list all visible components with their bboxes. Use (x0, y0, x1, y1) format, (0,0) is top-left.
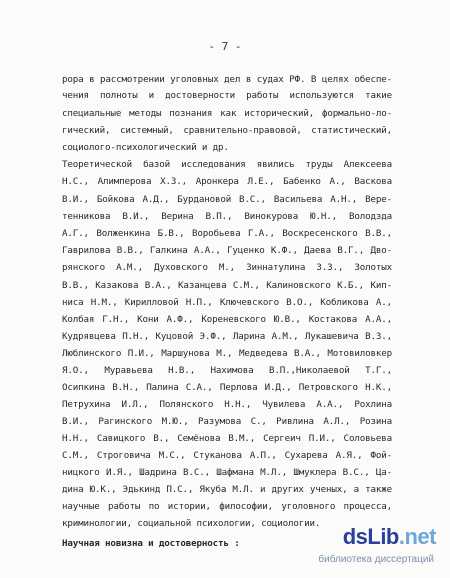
text-line: Колбая Г.Н., Кони А.Ф., Кореневского Ю.В., Костакова А.А., (62, 314, 392, 325)
watermark-logo-domain: .net (398, 524, 436, 549)
text-line: рянского А.М., Духовского М., Зиннатулина З.З., Золотых (62, 262, 392, 273)
page-number: - 7 - (208, 40, 242, 53)
text-line: рора в рассмотрении уголовных дел в судах РФ. В целях обеспе- (62, 74, 392, 85)
text-line: гический, системный, сравнительно-правовой, статистический, (62, 125, 392, 136)
text-line: ниса Н.М., Кирилловой Н.П., Ключевского В.О., Кобликова А., (62, 297, 392, 308)
text-line: Кудрявцева П.Н., Куцовой Э.Ф., Ларина А.М., Лукашевича В.З., (62, 331, 392, 342)
text-line: чения полноты и достоверности работы используются такие (62, 90, 392, 101)
text-line: Осипкина В.Н., Палина С.А., Перлова И.Д., Петровского Н.К., (62, 382, 392, 393)
section-heading: Научная новизна и достоверность : (62, 538, 240, 549)
text-line: Н.Н., Савицкого В., Семёнова В.М., Сергеич П.И., Соловьева (62, 433, 392, 444)
watermark-logo-main: dsLib (342, 524, 399, 549)
text-line: В.И., Рагинского М.Ю., Разумова С., Ривлина А.Л., Розина (62, 416, 392, 427)
text-line: социолого-психологический и др. (62, 142, 229, 153)
text-line: Гаврилова В.В., Галкина А.А., Гуценко К.Ф., Даева В.Г., Дво- (62, 245, 392, 256)
text-line: Петрухина И.Л., Полянского Н.Н., Чувилева А.А., Рохлина (62, 399, 392, 410)
text-line: А.Г., Волженкина Б.В., Воробьева Г.А., Воскресенского В.В., (62, 228, 392, 239)
text-line: криминологии, социальной психологии, социологии. (62, 518, 321, 529)
watermark-logo (343, 524, 436, 550)
text-line: Люблинского П.И., Маршунова М., Медведева В.А., Мотовиловкер (62, 348, 392, 359)
text-line: дина Ю.К., Эдькинд П.С., Якуба М.Л. и других ученых, а также (62, 484, 392, 495)
text-line: В.И., Бойкова А.Д., Бурдановой В.С., Васильева А.Н., Вере- (62, 194, 392, 205)
text-line: ницкого И.Я., Шадрина В.С., Шафмана М.Л., Шмуклера В.С., Ца- (62, 467, 392, 478)
text-line: Я.О., Муравьева Н.В., Нахимова В.П.,Николаевой Т.Г., (62, 365, 392, 376)
text-line: тенникова В.И., Верина В.П., Винокурова Ю.Н., Володзда (62, 211, 392, 222)
watermark-subtitle: библиотека диссертаций (318, 554, 434, 565)
text-line: научные работы по истории, философии, уголовного процесса, (62, 501, 392, 512)
watermark (318, 524, 438, 570)
text-line: С.М., Строговича М.С., Стуканова А.П., Сухарева А.Я., Фой- (62, 450, 392, 461)
text-line: Теоретической базой исследования явились труды Алексеева (62, 159, 392, 170)
text-line: В.В., Казакова В.А., Казанцева С.М., Калиновского К.Б., Кип- (62, 280, 392, 291)
text-line: Н.С., Алимперова Х.З., Аронкера Л.Е., Бабенко А., Васкова (62, 176, 392, 187)
text-line: специальные методы познания как исторический, формально-ло- (62, 108, 392, 119)
